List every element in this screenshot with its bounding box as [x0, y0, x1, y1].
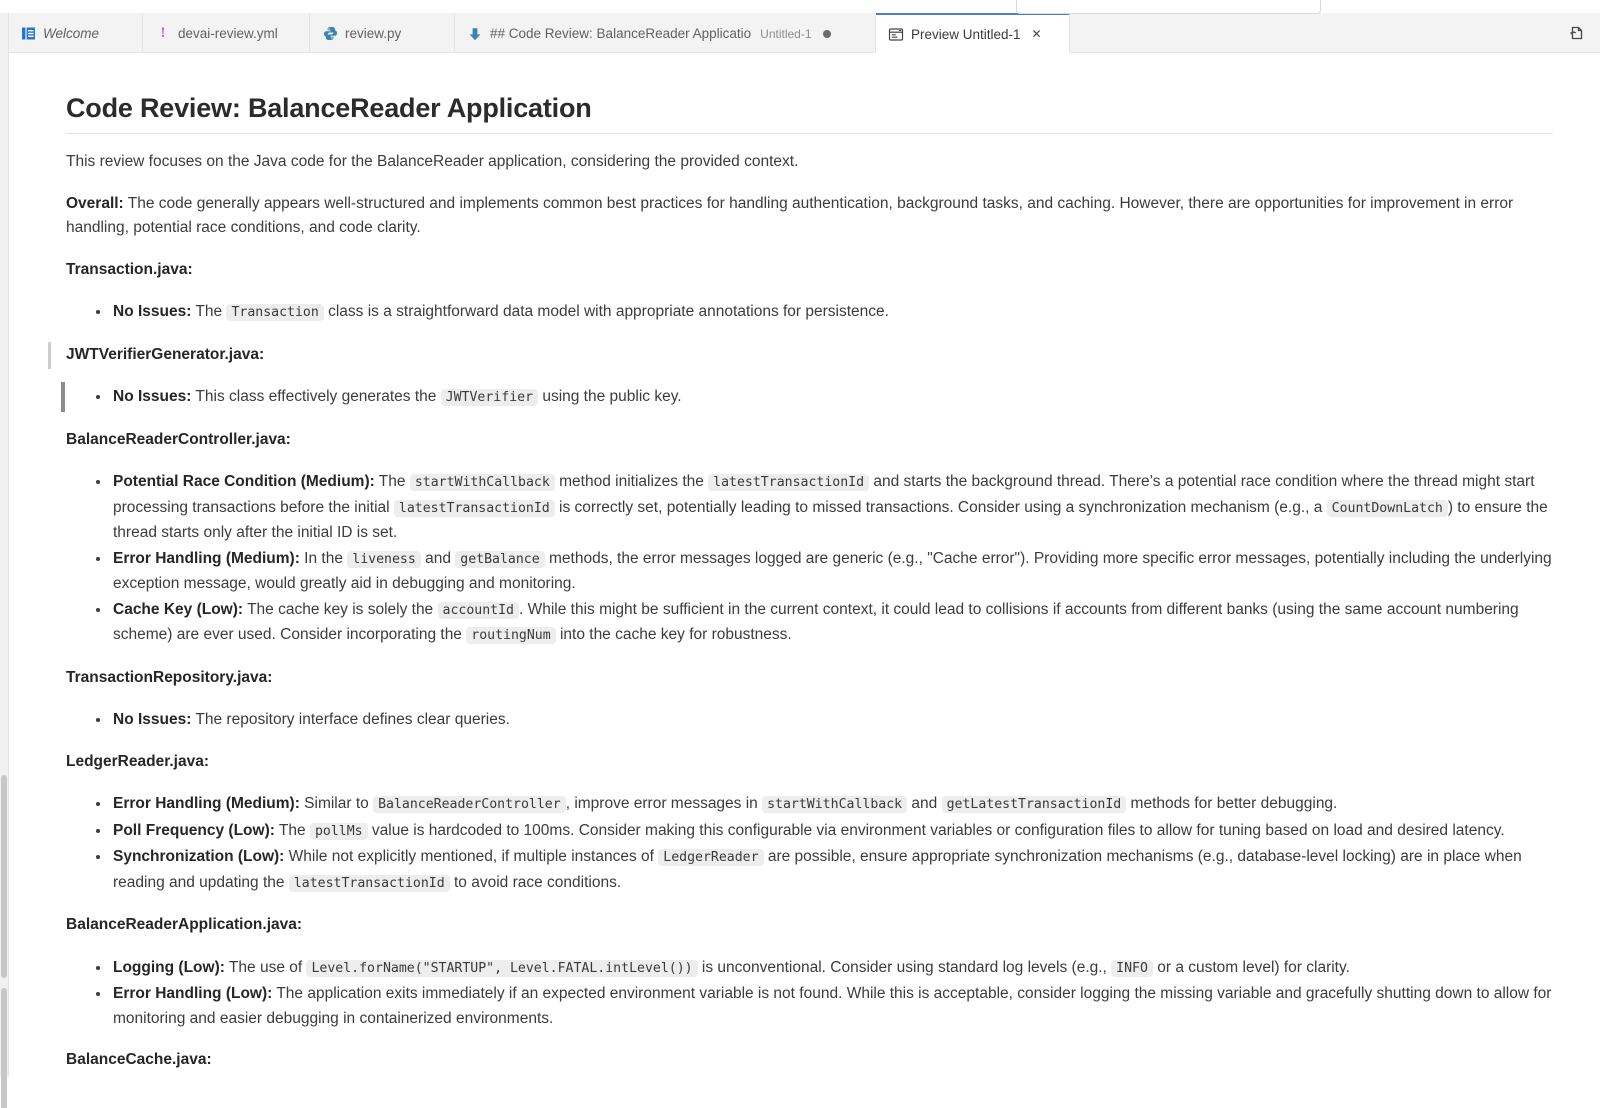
section-heading: Transaction.java: — [66, 258, 1553, 283]
text-run: to avoid race conditions. — [450, 874, 621, 891]
bold-text: Error Handling (Low): — [113, 985, 272, 1002]
section-heading: BalanceReaderController.java: — [66, 428, 1553, 453]
tab-label: Welcome — [43, 26, 99, 41]
text-run: The use of — [225, 959, 307, 976]
inline-code: startWithCallback — [762, 796, 907, 813]
yaml-exclamation-icon: ! — [155, 26, 171, 42]
window-top-strip — [0, 0, 1600, 13]
section-heading: BalanceReaderApplication.java: — [66, 913, 1553, 938]
review-item — [111, 844, 1553, 896]
inline-code: pollMs — [310, 823, 368, 840]
tab-welcome[interactable] — [8, 13, 143, 52]
review-item — [111, 299, 1553, 326]
section-heading: TransactionRepository.java: — [66, 666, 1553, 691]
text-run: and — [907, 795, 941, 812]
text-run: The — [375, 473, 410, 490]
inline-code: Transaction — [226, 304, 323, 321]
markdown-preview — [9, 52, 1600, 1077]
bold-text: Poll Frequency (Low): — [113, 822, 275, 839]
bold-text: Synchronization (Low): — [113, 848, 284, 865]
inline-code: latestTransactionId — [289, 875, 450, 892]
text-run: is unconventional. Consider using standard log levels (e.g., — [698, 959, 1112, 976]
review-list — [66, 299, 1553, 326]
bold-text: Potential Race Condition (Medium): — [113, 473, 375, 490]
tab-label: Preview Untitled-1 — [911, 27, 1021, 42]
inline-code: accountId — [438, 602, 519, 619]
tabs-container — [8, 13, 1070, 52]
text-run: This review focuses on the Java code for the BalanceReader application, considering the provided context. — [66, 153, 798, 170]
tab-devai-review-yml[interactable] — [143, 13, 310, 52]
inline-code: INFO — [1111, 960, 1153, 977]
review-item — [111, 469, 1553, 546]
tab-preview-untitled-1[interactable] — [876, 13, 1070, 53]
paragraph — [66, 192, 1553, 241]
inline-code: getLatestTransactionId — [942, 796, 1127, 813]
text-run: The — [191, 303, 226, 320]
review-list — [66, 791, 1553, 896]
text-run: The cache key is solely the — [243, 601, 437, 618]
review-item — [111, 597, 1553, 649]
left-scrollbar-rail — [0, 13, 9, 1077]
tab-label: devai-review.yml — [178, 26, 278, 41]
review-list — [66, 707, 1553, 733]
bold-text: Error Handling (Medium): — [113, 795, 300, 812]
text-run: method initializes the — [555, 473, 708, 490]
split-editor-icon[interactable] — [1567, 24, 1585, 42]
text-run: and — [421, 550, 455, 567]
review-item — [111, 546, 1553, 597]
inline-code: latestTransactionId — [394, 500, 555, 517]
markdown-down-arrow-icon — [467, 26, 483, 42]
text-run: methods for better debugging. — [1126, 795, 1337, 812]
text-run: Similar to — [300, 795, 373, 812]
review-item — [111, 384, 1553, 411]
section-heading: JWTVerifierGenerator.java: — [66, 343, 1553, 368]
review-item — [111, 707, 1553, 733]
text-run: . While this might be sufficient in the current context, it could lead to collisions if accounts from different banks (using the same account numbering scheme) are ever used. Consider incorporating the — [113, 601, 1519, 644]
text-run: methods, the error messages logged are generic (e.g., "Cache error"). Providing more specific error messages, potentially including the underlying exception message, would greatly aid in debugging and monitoring. — [113, 550, 1552, 593]
text-run: This class effectively generates the — [191, 388, 440, 405]
review-item — [111, 955, 1553, 982]
inline-code: startWithCallback — [410, 474, 555, 491]
bold-text: No Issues: — [113, 303, 191, 320]
text-run: The application exits immediately if an expected environment variable is not found. While this is acceptable, consider logging the missing variable and gracefully shutting down to allow for monitoring and easier debugging in containerized environments. — [113, 985, 1551, 1027]
scrollbar-thumb[interactable] — [1, 775, 7, 978]
text-run: The — [275, 822, 310, 839]
inline-code: Level.forName("STARTUP", Level.FATAL.intLevel()) — [306, 960, 697, 977]
inline-code: routingNum — [466, 627, 555, 644]
text-run: or a custom level) for clarity. — [1153, 959, 1350, 976]
scrollbar-thumb[interactable] — [1, 988, 7, 1108]
text-run: into the cache key for robustness. — [556, 626, 792, 643]
bold-text: Logging (Low): — [113, 959, 225, 976]
bold-text: Overall: — [66, 195, 124, 212]
review-list — [66, 469, 1553, 649]
bold-text: No Issues: — [113, 711, 191, 728]
inline-code: liveness — [347, 551, 421, 568]
review-list — [66, 384, 1553, 411]
welcome-book-icon — [20, 26, 36, 42]
inline-code: getBalance — [455, 551, 544, 568]
text-run: ) to ensure the thread starts only after the initial ID is set. — [113, 499, 1548, 542]
text-run: While not explicitly mentioned, if multiple instances of — [284, 848, 658, 865]
review-list — [66, 955, 1553, 1032]
text-run: , improve error messages in — [566, 795, 762, 812]
page-title: Code Review: BalanceReader Application — [66, 93, 1553, 134]
text-run: and starts the background thread. There’s a potential race condition where the thread might start processing transactions before the initial — [113, 473, 1535, 516]
close-icon[interactable]: ✕ — [1032, 28, 1042, 40]
bold-text: Error Handling (Medium): — [113, 550, 300, 567]
text-run: The code generally appears well-structured and implements common best practices for handling authentication, background tasks, and caching. However, there are opportunities for improvement in error handling, potential race conditions, and code clarity. — [66, 195, 1513, 237]
text-run: using the public key. — [538, 388, 682, 405]
text-run: In the — [300, 550, 347, 567]
tab-detail: Untitled-1 — [760, 27, 811, 41]
document-body — [66, 150, 1553, 1073]
review-item — [111, 791, 1553, 818]
review-item — [111, 818, 1553, 845]
bold-text: Cache Key (Low): — [113, 601, 243, 618]
section-heading: LedgerReader.java: — [66, 750, 1553, 775]
inline-code: CountDownLatch — [1327, 500, 1448, 517]
editor-tab-bar — [8, 13, 1600, 53]
tab-code-review-balancereader-applicatio[interactable] — [455, 13, 876, 52]
text-run: value is hardcoded to 100ms. Consider making this configurable via environment variables or configuration files to allow for tuning based on load and desired latency. — [368, 822, 1505, 839]
inline-code: latestTransactionId — [708, 474, 869, 491]
text-run: are possible, ensure appropriate synchronization mechanisms (e.g., database-level locking) are in place when reading and updating the — [113, 848, 1522, 891]
inline-code: LedgerReader — [658, 849, 763, 866]
inline-code: BalanceReaderController — [373, 796, 566, 813]
python-icon — [322, 26, 338, 42]
preview-icon — [888, 26, 904, 42]
text-run: is correctly set, potentially leading to missed transactions. Consider using a synchronization mechanism (e.g., a — [555, 499, 1327, 516]
dialog-fragment — [1016, 0, 1321, 14]
inline-code: JWTVerifier — [441, 389, 538, 406]
bold-text: No Issues: — [113, 388, 191, 405]
editor-actions — [1567, 13, 1600, 52]
tab-review-py[interactable] — [310, 13, 455, 52]
text-run: The repository interface defines clear queries. — [191, 711, 510, 728]
text-run: class is a straightforward data model with appropriate annotations for persistence. — [324, 303, 889, 320]
tab-label: ## Code Review: BalanceReader Applicatio — [490, 26, 751, 41]
review-item — [111, 981, 1553, 1031]
paragraph — [66, 150, 1553, 175]
section-heading: BalanceCache.java: — [66, 1048, 1553, 1073]
tab-label: review.py — [345, 26, 401, 41]
modified-dot-icon — [823, 30, 831, 38]
